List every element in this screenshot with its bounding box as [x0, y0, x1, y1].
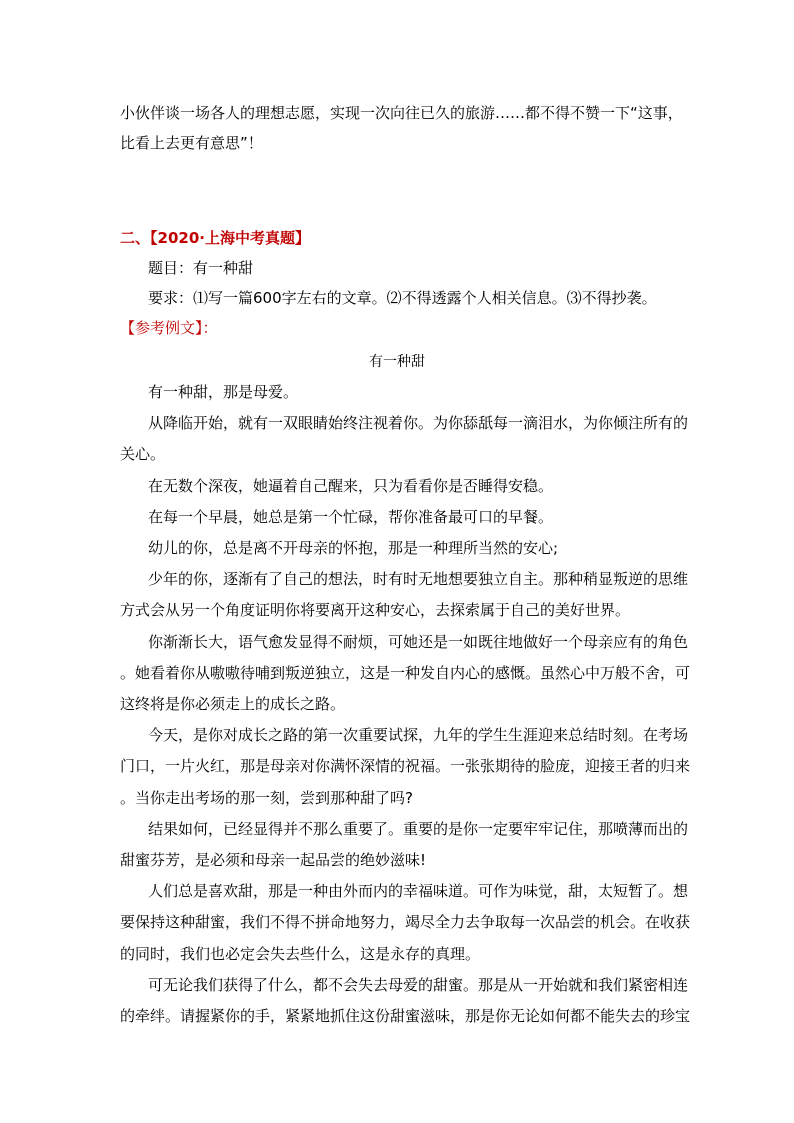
- essay-line: 的牵绊。请握紧你的手，紧紧地抓住这份甜蜜滋味，那是你无论如何都不能失去的珍宝: [120, 1007, 691, 1025]
- essay-line: 关心。: [120, 445, 166, 463]
- essay-line: 在每一个早晨，她总是第一个忙碌，帮你准备最可口的早餐。: [148, 508, 554, 526]
- essay-title: 有一种甜: [369, 354, 425, 370]
- essay-line: 幼儿的你，总是离不开母亲的怀抱，那是一种理所当然的安心;: [148, 539, 559, 557]
- essay-line: 。当你走出考场的那一刻，尝到那种甜了吗?: [120, 789, 413, 807]
- essay-line: 你渐渐长大，语气愈发显得不耐烦，可她还是一如既往地做好一个母亲应有的角色: [148, 633, 689, 651]
- essay-line: 今天，是你对成长之路的第一次重要试探，九年的学生生涯迎来总结时刻。在考场: [148, 726, 689, 744]
- essay-line: 有一种甜，那是母爱。: [148, 383, 299, 401]
- essay-line: 门口，一片火红，那是母亲对你满怀深情的祝福。一张张期待的脸庞，迎接王者的归来: [120, 757, 691, 775]
- reference-label: 【参考例文】：: [120, 319, 218, 337]
- essay-line: 的同时，我们也必定会失去些什么，这是永存的真理。: [120, 945, 481, 963]
- section-heading: [120, 228, 310, 248]
- essay-line: 。她看着你从嗷嗷待哺到叛逆独立，这是一种发自内心的感慨。虽然心中万般不舍，可: [120, 664, 691, 682]
- intro-line-1: 小伙伴谈一场各人的理想志愿，实现一次向往已久的旅游……都不得不赞一下“这事，: [120, 104, 683, 122]
- essay-line: 要保持这种甜蜜，我们不得不拼命地努力，竭尽全力去争取每一次品尝的机会。在收获: [120, 913, 691, 931]
- essay-line: 甜蜜芬芳，是必须和母亲一起品尝的绝妙滋味!: [120, 851, 427, 869]
- essay-line: 从降临开始，就有一双眼睛始终注视着你。为你舔舐每一滴泪水，为你倾注所有的: [148, 414, 689, 432]
- section-number: 二、: [120, 229, 151, 247]
- essay-line: 方式会从另一个角度证明你将要离开这种安心，去探索属于自己的美好世界。: [120, 601, 631, 619]
- section-source: 【2020·上海中考真题】: [150, 229, 310, 247]
- essay-line: 少年的你，逐渐有了自己的想法，时有时无地想要独立自主。那种稍显叛逆的思维: [148, 570, 689, 588]
- essay-requirements: 要求：⑴写一篇600字左右的文章。⑵不得透露个人相关信息。⑶不得抄袭。: [148, 289, 657, 307]
- essay-topic: 题目：有一种甜: [148, 259, 254, 277]
- essay-line: 可无论我们获得了什么，都不会失去母爱的甜蜜。那是从一开始就和我们紧密相连: [148, 976, 689, 994]
- intro-line-2: 比看上去更有意思”！: [120, 134, 263, 152]
- essay-line: 结果如何，已经显得并不那么重要了。重要的是你一定要牢牢记住，那喷薄而出的: [148, 820, 689, 838]
- essay-line: 这终将是你必须走上的成长之路。: [120, 695, 346, 713]
- essay-line: 在无数个深夜，她逼着自己醒来，只为看看你是否睡得安稳。: [148, 477, 554, 495]
- essay-line: 人们总是喜欢甜，那是一种由外而内的幸福味道。可作为味觉，甜，太短暂了。想: [148, 882, 689, 900]
